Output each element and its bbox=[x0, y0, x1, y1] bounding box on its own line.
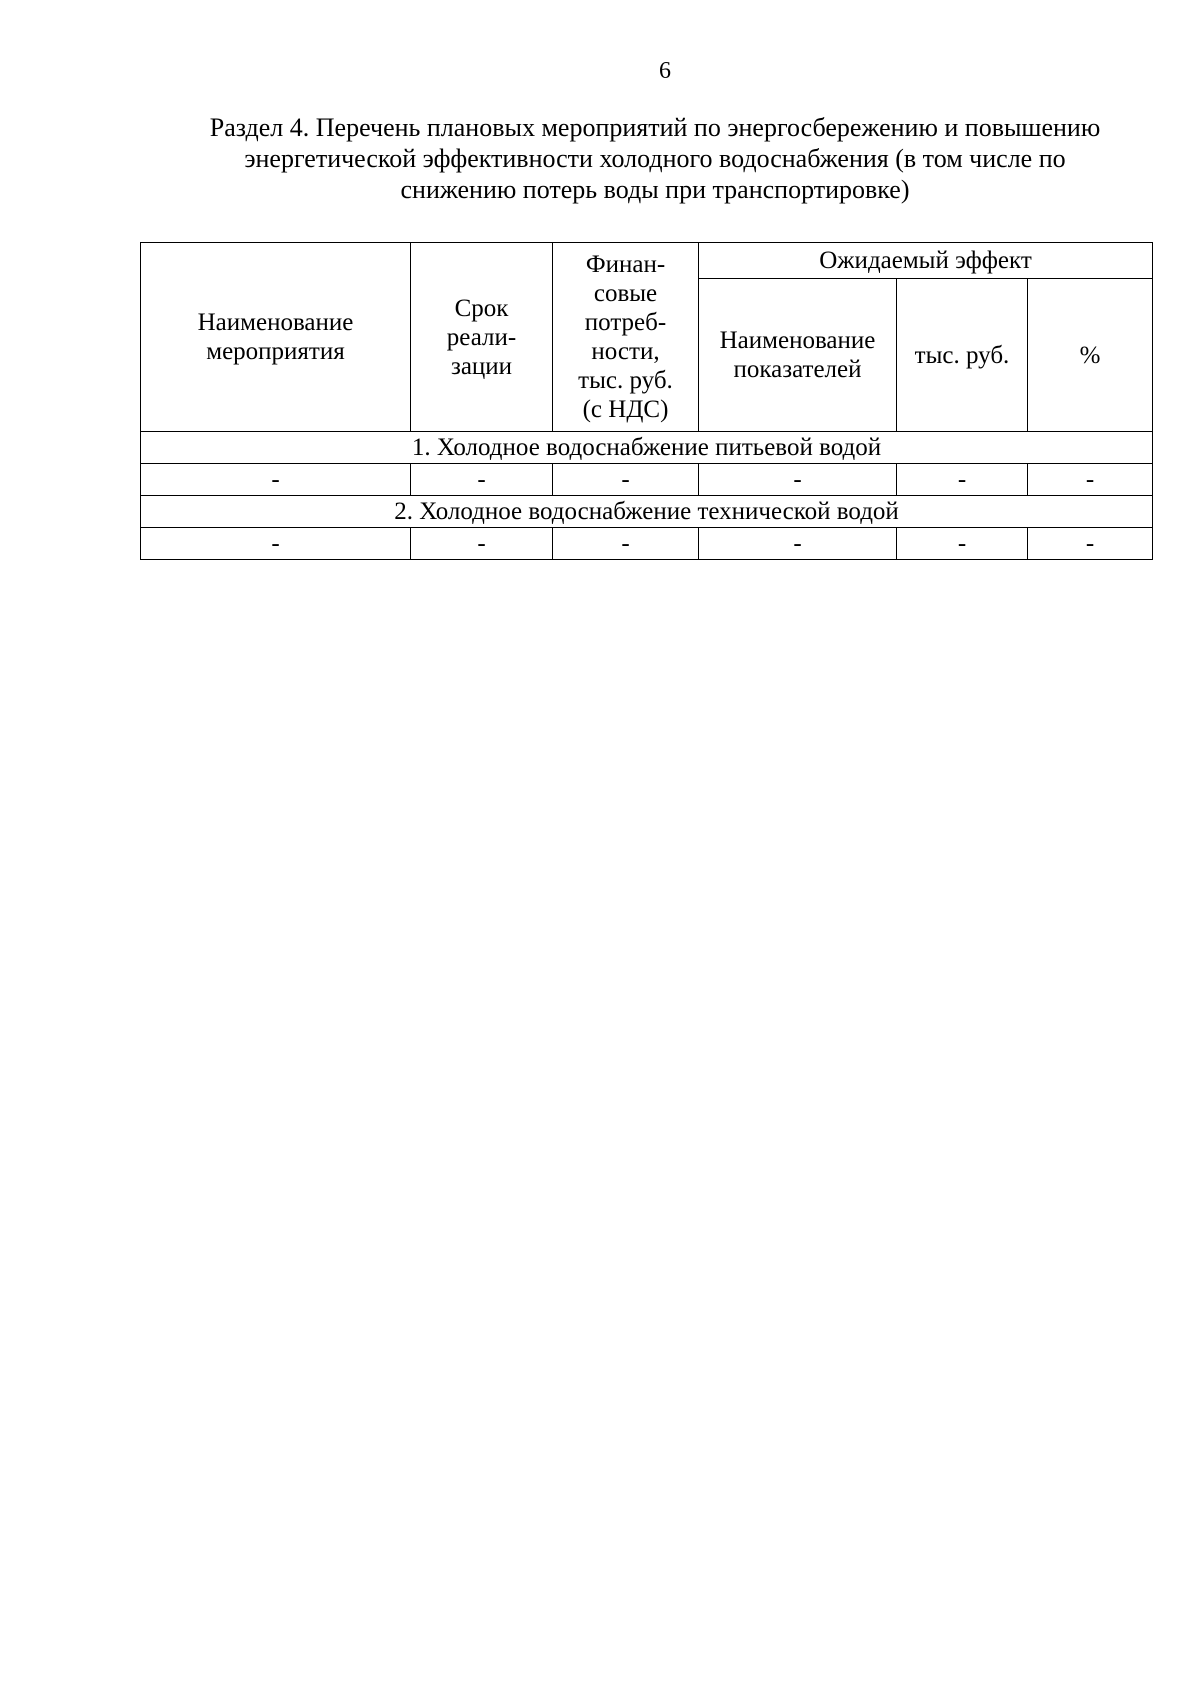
group-title: 1. Холодное водоснабжение питьевой водой bbox=[141, 432, 1153, 464]
measures-table bbox=[140, 242, 1153, 560]
table-cell: - bbox=[411, 528, 553, 560]
header-text: зации bbox=[450, 352, 513, 380]
table-cell: - bbox=[553, 464, 699, 496]
table-cell: - bbox=[1028, 528, 1153, 560]
title-line-1: Раздел 4. Перечень плановых мероприятий по энергосбережению и повышению bbox=[209, 113, 1101, 142]
title-line-3: снижению потерь воды при транспортировке) bbox=[400, 175, 910, 204]
header-text: совые bbox=[593, 280, 658, 307]
header-text: показателей bbox=[733, 356, 862, 383]
table-cell: - bbox=[411, 464, 553, 496]
header-text: тыс. руб. bbox=[578, 367, 673, 394]
header-thousand-rub: тыс. руб. bbox=[897, 279, 1028, 432]
header-text: реали- bbox=[446, 323, 517, 351]
header-text: Срок bbox=[454, 294, 509, 322]
header-text: Финан- bbox=[585, 251, 666, 278]
header-text: Наименование bbox=[719, 327, 876, 354]
header-text: мероприятия bbox=[206, 338, 345, 365]
header-percent: % bbox=[1028, 279, 1153, 432]
table-cell: - bbox=[141, 528, 411, 560]
header-text: потреб- bbox=[584, 309, 667, 336]
title-line-2: энергетической эффективности холодного водоснабжения (в том числе по bbox=[244, 144, 1066, 173]
table-cell: - bbox=[897, 528, 1028, 560]
group-title: 2. Холодное водоснабжение технической водой bbox=[141, 496, 1153, 528]
table-cell: - bbox=[1028, 464, 1153, 496]
header-text: (с НДС) bbox=[582, 396, 669, 423]
section-title bbox=[145, 112, 1165, 205]
table-cell: - bbox=[699, 528, 897, 560]
table-cell: - bbox=[699, 464, 897, 496]
header-finance bbox=[553, 243, 699, 432]
group-row-drinking-water bbox=[141, 432, 1153, 464]
header-text: Наименование bbox=[197, 309, 354, 336]
header-term bbox=[411, 243, 553, 432]
header-row-top bbox=[141, 243, 1153, 279]
header-measure-name bbox=[141, 243, 411, 432]
table-cell: - bbox=[553, 528, 699, 560]
header-indicators bbox=[699, 279, 897, 432]
header-text: ности, bbox=[591, 338, 660, 365]
table-cell: - bbox=[141, 464, 411, 496]
header-expected-effect: Ожидаемый эффект bbox=[699, 243, 1153, 279]
table-row bbox=[141, 464, 1153, 496]
group-row-technical-water bbox=[141, 496, 1153, 528]
table-cell: - bbox=[897, 464, 1028, 496]
page-number: 6 bbox=[659, 58, 671, 84]
table-row bbox=[141, 528, 1153, 560]
